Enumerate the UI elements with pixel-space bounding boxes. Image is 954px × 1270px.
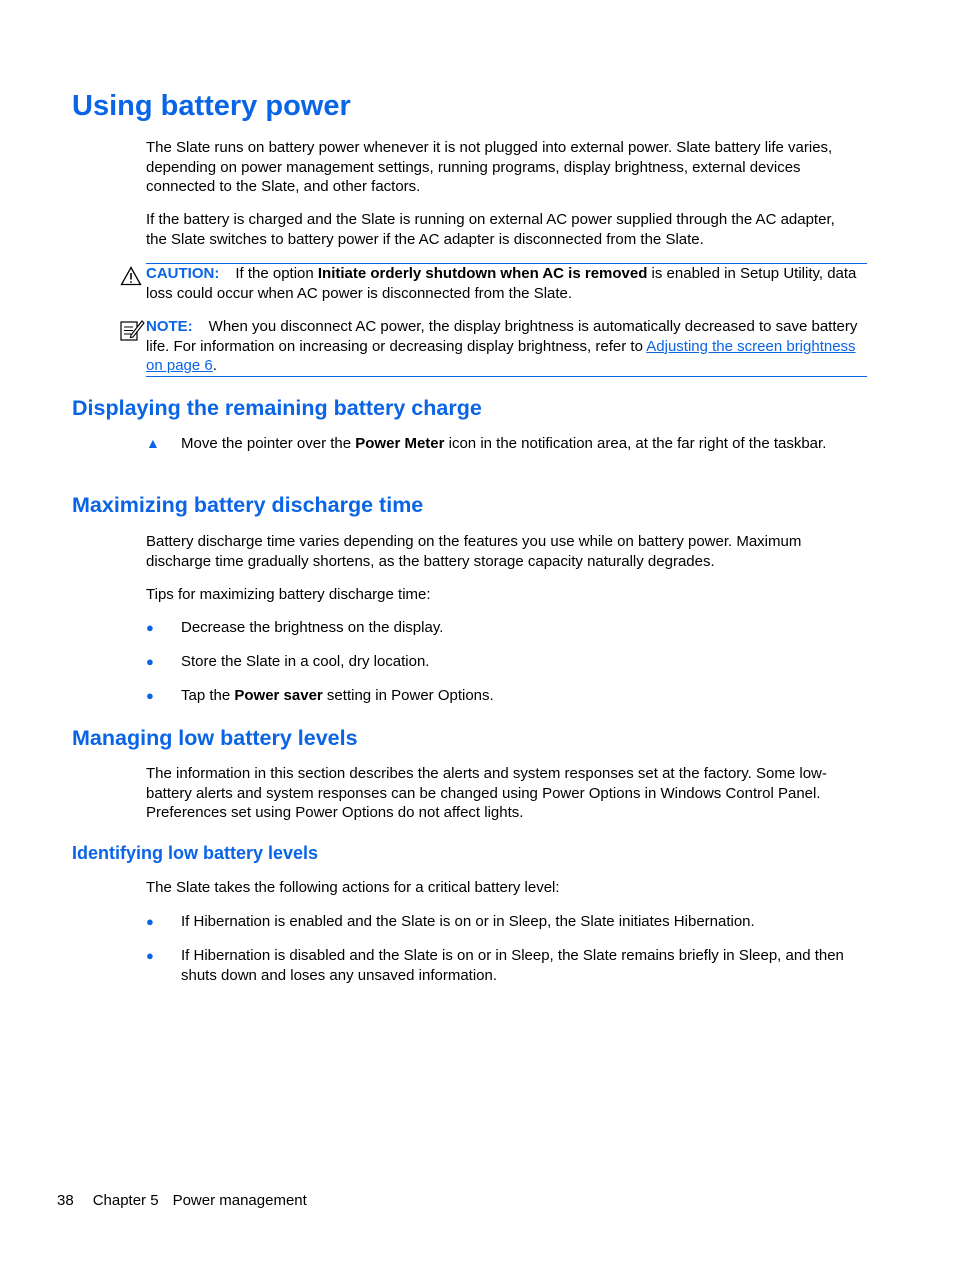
bullet-icon: ● [146,948,154,963]
note-pencil-icon [119,318,145,348]
low-battery-paragraph: The information in this section describes the alerts and system responses set at the factory. Some low-battery alerts and system responses can be changed using Power Options in Windows Control Panel. Preferences set using Power Options do not affect lights. [146,765,827,821]
bullet-icon: ● [146,688,154,703]
subsection-heading-identifying-low-battery: Identifying low battery levels [72,843,319,863]
page-title: Using battery power [72,90,351,122]
section-heading-displaying-charge: Displaying the remaining battery charge [72,396,482,420]
bullet-icon: ● [146,620,154,635]
bullet-icon: ● [146,654,154,669]
critical-level-intro: The Slate takes the following actions for a critical battery level: [146,879,560,896]
caution-notice [146,263,867,307]
note-label: NOTE: [146,318,193,335]
tip-power-saver-bold: Power saver [234,687,323,704]
caution-bold-option: Initiate orderly shutdown when AC is removed [317,265,648,282]
intro-paragraph-2: If the battery is charged and the Slate is running on external AC power supplied through the AC adapter, the Slate switches to battery power if the AC adapter is disconnected from the Slate. [146,211,835,248]
note-text-after: . [212,357,217,374]
section-heading-maximizing-discharge: Maximizing battery discharge time [72,493,424,517]
tip-power-saver-before: Tap the [181,687,235,704]
tip-power-saver-after: setting in Power Options. [322,687,494,704]
caution-label: CAUTION: [146,265,220,282]
hibernation-disabled-item: If Hibernation is disabled and the Slate is on or in Sleep, the Slate remains briefly in Sleep, and then shuts down and loses any unsaved information. [181,947,844,984]
note-notice [146,317,867,377]
warning-triangle-icon [120,266,142,292]
step-marker: ▲ [146,435,160,451]
discharge-paragraph: Battery discharge time varies depending on the features you use while on battery power. Maximum discharge time gradually shortens, as the battery storage capacity naturally degrades. [146,533,802,570]
tip-store-cool: Store the Slate in a cool, dry location. [181,653,430,670]
intro-paragraph-1: The Slate runs on battery power whenever it is not plugged into external power. Slate battery life varies, depending on power management settings, running programs, display brightness, external devices connected to the Slate, and other factors. [146,139,833,195]
hibernation-enabled-item: If Hibernation is enabled and the Slate is on or in Sleep, the Slate initiates Hibernation. [181,913,755,930]
bullet-icon: ● [146,914,154,929]
brightness-link[interactable]: Adjusting the screen brightness on page 6 [146,337,856,374]
step-text-after: icon in the notification area, at the far right of the taskbar. [444,435,827,452]
note-bottom-rule [146,376,867,377]
note-text-before: When you disconnect AC power, the display brightness is automatically decreased to save battery life. For information on increasing or decreasing display brightness, refer to [146,318,858,355]
footer-chapter-title: Power management [172,1192,307,1209]
page-number: 38 [57,1192,74,1209]
caution-text-after: is enabled in Setup Utility, data loss could occur when AC power is disconnected from the Slate. [146,265,857,302]
footer-chapter: Chapter 5 [92,1192,159,1209]
tip-decrease-brightness: Decrease the brightness on the display. [181,619,444,636]
page-footer [57,1191,307,1211]
section-heading-managing-low-battery: Managing low battery levels [72,726,358,750]
step-bold-power-meter: Power Meter [355,435,445,452]
caution-text-before: If the option [235,265,318,282]
step-text-before: Move the pointer over the [181,435,356,452]
tips-intro: Tips for maximizing battery discharge time: [146,586,431,603]
